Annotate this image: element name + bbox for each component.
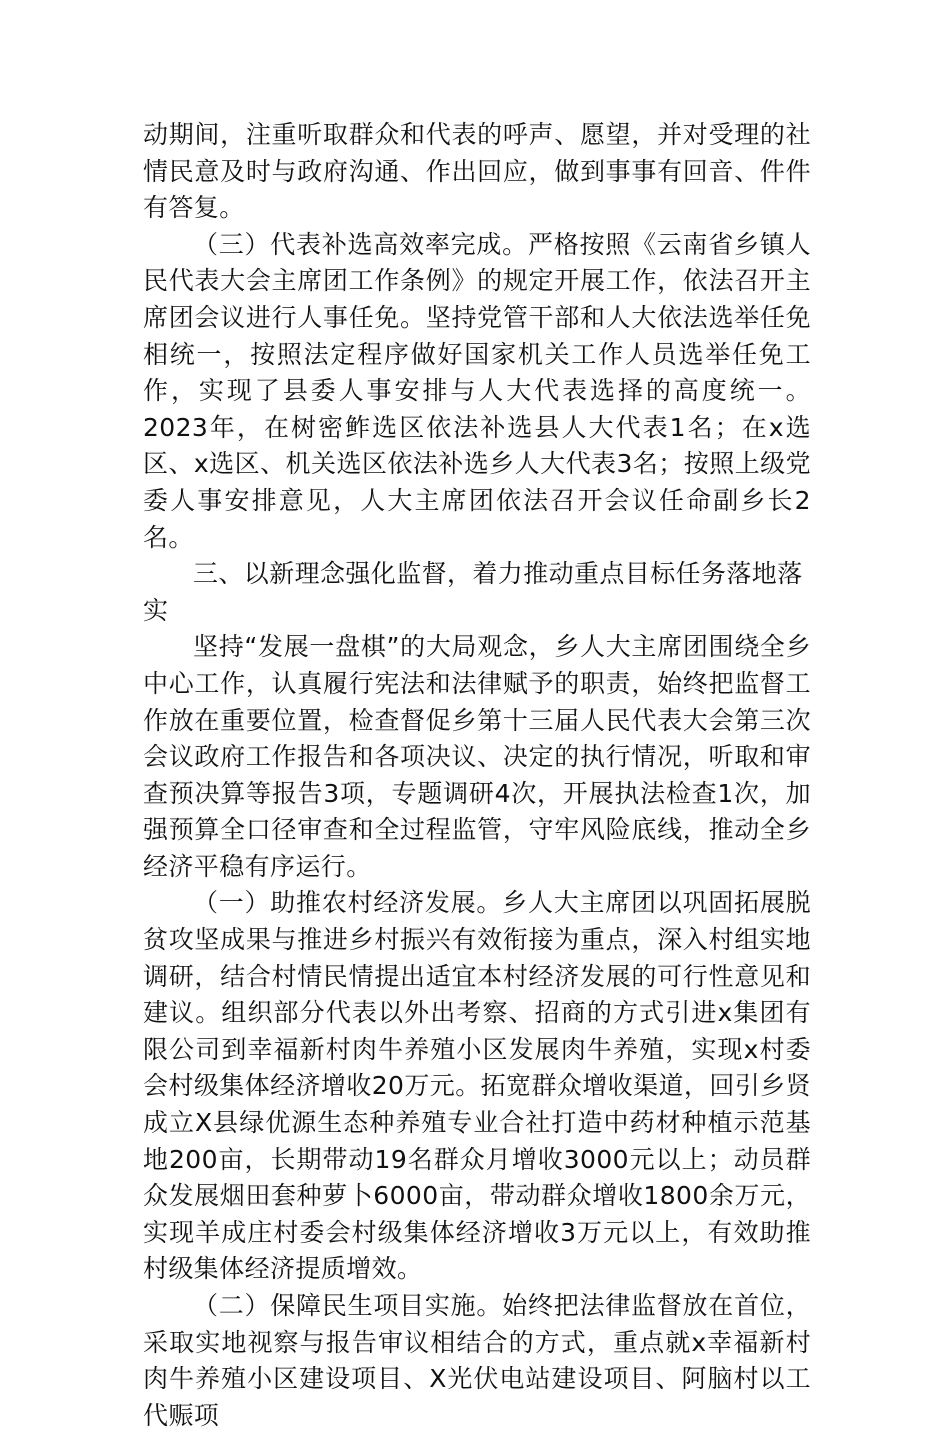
paragraph-livelihood-projects: （二）保障民生项目实施。始终把法律监督放在首位，采取实地视察与报告审议相结合的方式，重点就x幸福新村肉牛养殖小区建设项目、X光伏电站建设项目、阿脑村以工代赈项 xyxy=(143,1291,811,1430)
paragraph-rural-economy: （一）助推农村经济发展。乡人大主席团以巩固拓展脱贫攻坚成果与推进乡村振兴有效衔接为重点，深入村组实地调研，结合村情民情提出适宜本村经济发展的可行性意见和建议。组织部分代表以外出考察、招商的方式引进x集团有限公司到幸福新村肉牛养殖小区发展肉牛养殖，实现x村委会村级集体经济增收20万元。拓宽群众增收渠道，回引乡贤成立X县绿优源生态种养殖专业合社打造中药材种植示范基地200亩，长期带动19名群众月增收3000元以上；动员群众发展烟田套种萝卜6000亩，带动群众增收1800余万元，实现羊成庄村委会村级集体经济增收3万元以上，有效助推村级集体经济提质增效。 xyxy=(143,888,811,1284)
paragraph-continuation: 动期间，注重听取群众和代表的呼声、愿望，并对受理的社情民意及时与政府沟通、作出回应，做到事事有回音、件件有答复。 xyxy=(143,120,811,223)
paragraph-representative-by-election: （三）代表补选高效率完成。严格按照《云南省乡镇人民代表大会主席团工作条例》的规定开展工作，依法召开主席团会议进行人事任免。坚持党管干部和人大依法选举任免相统一，按照法定程序做好国家机关工作人员选举任免工作，实现了县委人事安排与人大代表选择的高度统一。2023年，在树密鲊选区依法补选县人大代表1名；在x选区、x选区、机关选区依法补选乡人大代表3名；按照上级党委人事安排意见，人大主席团依法召开会议任命副乡长2名。 xyxy=(143,229,811,552)
paragraph-supervision-overview: 坚持“发展一盘棋”的大局观念，乡人大主席团围绕全乡中心工作，认真履行宪法和法律赋予的职责，始终把监督工作放在重要位置，检查督促乡第十三届人民代表大会第三次会议政府工作报告和各项决议、决定的执行情况，听取和审查预决算等报告3项，专题调研4次，开展执法检查1次，加强预算全口径审查和全过程监管，守牢风险底线，推动全乡经济平稳有序运行。 xyxy=(143,632,811,881)
document-body xyxy=(143,117,811,1434)
section-heading-supervision: 三、以新理念强化监督，着力推动重点目标任务落地落实 xyxy=(143,559,803,625)
